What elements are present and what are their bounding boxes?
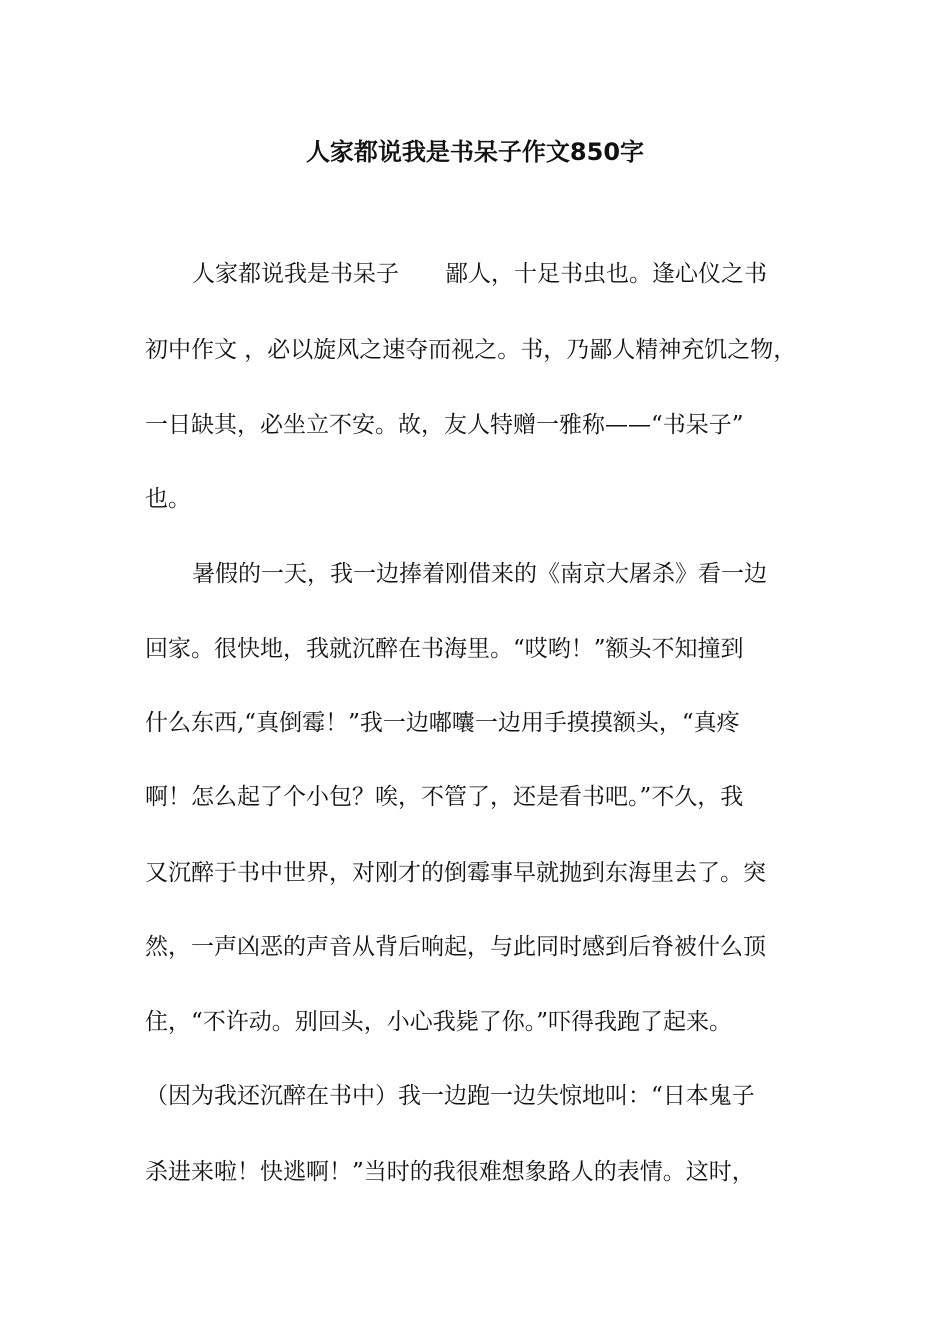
paragraph-line: 然，一声凶恶的声音从背后响起，与此同时感到后脊被什么顶 xyxy=(145,934,766,960)
paragraph-line: 住，“不许动。别回头，小心我毙了你。”吓得我跑了起来。 xyxy=(145,1009,733,1035)
paragraph-line: 人家都说我是书呆子 鄙人，十足书虫也。逢心仪之书 xyxy=(192,261,767,287)
paragraph-line: 啊！怎么起了个小包？唉，不管了，还是看书吧。”不久，我 xyxy=(145,784,744,810)
paragraph-line: 也。 xyxy=(145,486,191,512)
paragraph-line: 一日缺其，必坐立不安。故，友人特赠一雅称——“书呆子” xyxy=(145,412,744,438)
paragraph-line: 初中作文 ，必以旋风之速夺而视之。书，乃鄙人精神充饥之物， xyxy=(145,337,797,363)
paragraph-line: 又沉醉于书中世界，对刚才的倒霉事早就抛到东海里去了。突 xyxy=(145,860,766,886)
paragraph-line: （因为我还沉醉在书中）我一边跑一边失惊地叫：“日本鬼子 xyxy=(145,1083,755,1109)
paragraph-line: 杀进来啦！快逃啊！”当时的我很难想象路人的表情。这时， xyxy=(145,1159,755,1185)
document-title: 人家都说我是书呆子作文850字 xyxy=(305,138,645,166)
paragraph-line: 什么东西,“真倒霉！”我一边嘟囔一边用手摸摸额头，“真疼 xyxy=(145,710,740,736)
paragraph-line: 暑假的一天，我一边捧着刚借来的《南京大屠杀》看一边 xyxy=(192,561,767,587)
paragraph-line: 回家。很快地，我就沉醉在书海里。“哎哟！”额头不知撞到 xyxy=(145,636,744,662)
